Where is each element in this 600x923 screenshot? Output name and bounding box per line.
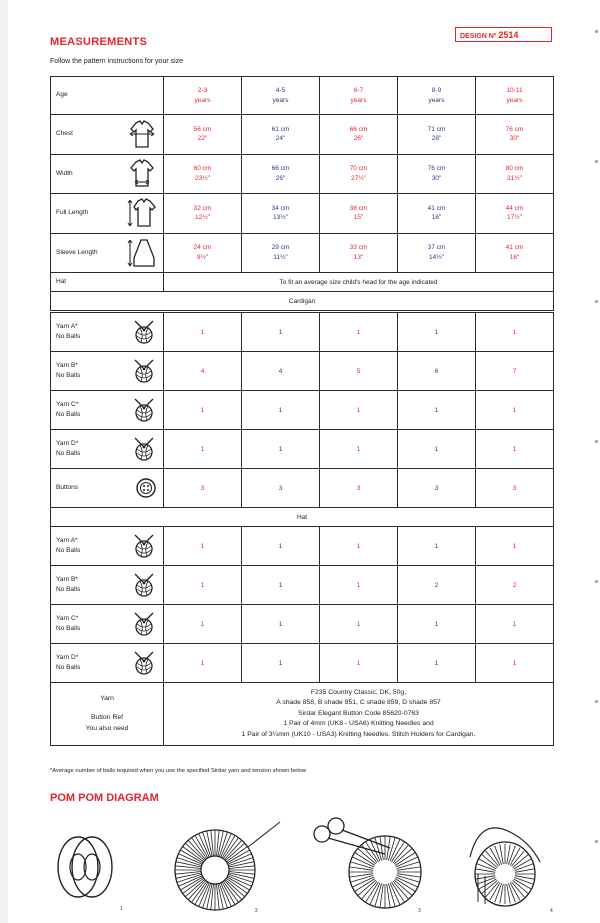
yarn-row [51,391,554,430]
hat-section-title: Hat [51,508,554,527]
chest-cell: 66 cm 26" [320,115,398,155]
yarn-balls-label: No Balls [56,450,81,457]
width-measure-icon [127,159,157,189]
buttons-cell: 3 [164,469,242,508]
yarn-row [51,644,554,683]
measurements-table [50,76,554,311]
yarn-name: Yarn D* [56,654,79,662]
yarn-balls-cell: 1 [164,313,242,352]
yarn-row [51,605,554,644]
yarn-balls-label: No Balls [56,372,81,379]
sleeve-length-cell: 29 cm 11½" [242,233,320,273]
yarn-balls-cell: 1 [242,430,320,469]
sleeve-length-label: Sleeve Length [51,233,164,273]
pom-pom-step-2-illustration [175,822,280,914]
yarn-balls-cell: 1 [476,605,554,644]
yarn-balls-label: No Balls [56,411,81,418]
yarn-balls-cell: 1 [320,430,398,469]
yarn-balls-cell: 1 [476,430,554,469]
sleeve-length-cell: 41 cm 16" [476,233,554,273]
yarn-name: Yarn B* [56,576,78,584]
materials-line: 1 Pair of 3¼mm (UK10 - USA3) Knitting Needles. Stitch Holders for Cardigan. [241,730,476,738]
buttons-row [51,469,554,508]
yarn-ball-icon [131,436,157,462]
footnote: *Average number of balls required when you use the specified Sirdar yarn and tension shown below [50,768,307,774]
yarn-label-cell [51,644,164,683]
buttons-cell: 3 [398,469,476,508]
size-cell: 8-9 years [398,77,476,115]
yarn-balls-cell: 1 [164,391,242,430]
full-length-cell: 41 cm 16" [398,194,476,234]
yarn-balls-label: No Balls [56,664,81,671]
yarn-ball-icon [131,533,157,559]
yarn-row [51,352,554,391]
materials-line: Sirdar Elegant Button Code 85620-0763 [298,709,419,717]
full-length-cell: 38 cm 15" [320,194,398,234]
step-number: 2 [255,908,258,914]
chest-cell: 71 cm 28" [398,115,476,155]
pom-pom-title: POM POM DIAGRAM [50,792,159,804]
cardigan-yarn-rows [51,313,554,469]
size-cell: 4-5 years [242,77,320,115]
yarn-ball-icon [131,319,157,345]
full-length-label: Full Length [51,194,164,234]
yarn-balls-cell: 1 [320,391,398,430]
button-ref-label: Button Ref [90,714,124,722]
yarn-balls-cell: 1 [242,313,320,352]
yarn-balls-cell: 1 [320,605,398,644]
yarn-label-cell [51,313,164,352]
hat-yarn-rows [51,527,554,683]
buttons-cell: 3 [320,469,398,508]
yarn-balls-cell: 1 [164,527,242,566]
yarn-balls-cell: 1 [320,566,398,605]
step-number: 3 [418,908,421,914]
materials-details [164,683,554,746]
sleeve-measure-icon [127,237,157,269]
buttons-cell: 3 [242,469,320,508]
button-icon [135,477,157,499]
yarn-label-cell [51,430,164,469]
buttons-cell: 3 [476,469,554,508]
width-cell: 60 cm 23½" [164,154,242,194]
hat-label: Hat [51,273,164,292]
full-length-row [51,194,554,234]
yarn-name: Yarn A* [56,323,78,331]
hat-section-row [51,508,554,527]
sleeve-length-row [51,233,554,273]
yarn-balls-cell: 1 [164,644,242,683]
yarn-ball-icon [131,397,157,423]
yarn-label-cell [51,527,164,566]
yarn-balls-cell: 1 [476,527,554,566]
yarn-balls-cell: 1 [320,313,398,352]
yarn-ball-icon [131,358,157,384]
yarn-ball-icon [131,572,157,598]
yarn-balls-cell: 1 [476,313,554,352]
materials-labels [51,683,164,746]
width-label: Width [51,154,164,194]
intro-text: Follow the pattern instructions for your size [50,58,184,65]
yarn-balls-cell: 1 [398,644,476,683]
pom-pom-diagram [40,812,560,917]
yarn-label-cell [51,605,164,644]
sleeve-length-cell: 37 cm 14½" [398,233,476,273]
yarn-balls-cell: 1 [320,527,398,566]
hat-fit-text: To fit an average size child's head for the age indicated [164,273,554,292]
width-row [51,154,554,194]
yarn-row [51,430,554,469]
yarn-balls-label: No Balls [56,333,81,340]
also-need-label: You also need [85,724,129,732]
yarn-table [50,312,554,746]
step-number: 1 [120,906,123,912]
materials-line: 1 Pair of 4mm (UK8 - USA6) Knitting Needles and [283,720,434,728]
yarn-balls-cell: 1 [398,527,476,566]
yarn-balls-cell: 1 [164,605,242,644]
chest-cell: 61 cm 24" [242,115,320,155]
design-number: 2514 [498,30,519,40]
yarn-balls-cell: 1 [164,566,242,605]
design-number-box [455,27,552,42]
yarn-balls-cell: 1 [242,605,320,644]
yarn-balls-cell: 1 [476,391,554,430]
length-measure-icon [127,197,157,229]
yarn-label-cell [51,352,164,391]
yarn-balls-cell: 1 [242,391,320,430]
chest-cell: 76 cm 30" [476,115,554,155]
yarn-balls-cell: 1 [398,430,476,469]
yarn-balls-cell: 2 [398,566,476,605]
materials-line: F235 Country Classic, DK, 50g, [310,688,407,696]
chest-cell: 56 cm 22" [164,115,242,155]
materials-line: A shade 858, B shade 851, C shade 859, D shade 857 [276,699,441,707]
yarn-balls-cell: 1 [242,644,320,683]
width-cell: 80 cm 31½" [476,154,554,194]
yarn-balls-cell: 1 [476,644,554,683]
yarn-balls-cell: 5 [320,352,398,391]
measurements-heading: MEASUREMENTS [50,36,148,48]
size-cell: 6-7 years [320,77,398,115]
yarn-label-cell [51,566,164,605]
hat-fit-row [51,273,554,292]
full-length-cell: 32 cm 12½" [164,194,242,234]
yarn-name: Yarn C* [56,401,79,409]
pom-pom-step-1-illustration [58,837,123,912]
yarn-label-cell [51,391,164,430]
age-label: Age [51,77,164,115]
yarn-row [51,313,554,352]
yarn-balls-cell: 1 [398,313,476,352]
chest-label: Chest [51,115,164,155]
sleeve-length-cell: 24 cm 9½" [164,233,242,273]
yarn-row [51,566,554,605]
size-cell: 10-11 years [476,77,554,115]
yarn-balls-cell: 7 [476,352,554,391]
buttons-label: Buttons [51,469,164,508]
yarn-name: Yarn C* [56,615,79,623]
chest-row [51,115,554,155]
cardigan-section-title: Cardigan [51,292,554,311]
width-cell: 76 cm 30" [398,154,476,194]
step-number: 4 [550,908,553,914]
yarn-balls-cell: 2 [476,566,554,605]
design-prefix: DESIGN Nº [460,33,497,40]
size-cell: 2-3 years [164,77,242,115]
chest-measure-icon [127,119,157,149]
yarn-name: Yarn B* [56,362,78,370]
yarn-name: Yarn D* [56,440,79,448]
full-length-cell: 34 cm 13½" [242,194,320,234]
width-cell: 66 cm 26" [242,154,320,194]
yarn-balls-cell: 1 [398,391,476,430]
pom-pom-step-3-illustration [314,818,421,914]
yarn-balls-cell: 1 [398,605,476,644]
yarn-balls-cell: 1 [320,644,398,683]
yarn-balls-label: No Balls [56,625,81,632]
materials-row [51,683,554,746]
yarn-name: Yarn A* [56,537,78,545]
yarn-balls-cell: 1 [242,527,320,566]
yarn-balls-cell: 1 [242,566,320,605]
page-edge [0,0,8,923]
pom-pom-step-4-illustration [470,828,553,914]
width-cell: 70 cm 27½" [320,154,398,194]
yarn-balls-cell: 4 [242,352,320,391]
full-length-cell: 44 cm 17½" [476,194,554,234]
cardigan-section-row [51,292,554,311]
yarn-row [51,527,554,566]
yarn-ball-icon [131,650,157,676]
yarn-balls-label: No Balls [56,547,81,554]
yarn-label: Yarn [100,694,114,702]
yarn-ball-icon [131,611,157,637]
age-row [51,77,554,115]
yarn-balls-label: No Balls [56,586,81,593]
yarn-balls-cell: 4 [164,352,242,391]
sleeve-length-cell: 33 cm 13" [320,233,398,273]
yarn-balls-cell: 6 [398,352,476,391]
yarn-balls-cell: 1 [164,430,242,469]
